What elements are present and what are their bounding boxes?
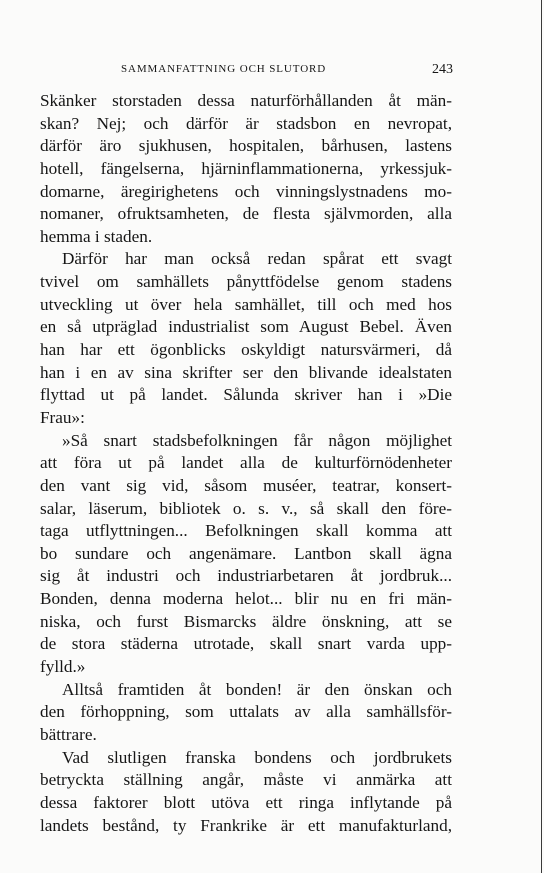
- text-line: niska, och furst Bismarcks äldre önskning, att se: [40, 611, 452, 631]
- text-line: fylld.»: [40, 657, 86, 677]
- text-line: en så utpräglad industrialist som August Bebel. Även: [40, 317, 452, 337]
- text-line: den vant sig vid, såsom muséer, teatrar, konsert-: [40, 475, 452, 495]
- text-line: »Så snart stadsbefolkningen får någon möjlighet: [62, 430, 452, 450]
- page-number: 243: [432, 62, 453, 77]
- text-line: Frau»:: [40, 407, 85, 427]
- text-line: domarne, äregirighetens och vinningslystnadens mo-: [40, 181, 452, 201]
- text-line: att föra ut på landet alla de kulturförnödenheter: [40, 453, 452, 473]
- text-line: nomaner, ofruktsamheten, de flesta självmorden, alla: [40, 204, 452, 224]
- text-line: han har ett ögonblicks oskyldigt natursvärmeri, då: [40, 340, 452, 360]
- page-edge: [541, 0, 542, 873]
- text-line: landets bestånd, ty Frankrike är ett manufakturland,: [40, 815, 452, 835]
- text-line: Därför har man också redan spårat ett svagt: [62, 249, 452, 269]
- text-line: Skänker storstaden dessa naturförhållanden åt män-: [40, 91, 452, 110]
- text-line: bo sundare och angenämare. Lantbon skall ägna: [40, 543, 452, 563]
- running-header: [93, 63, 453, 79]
- text-line: hotell, fängelserna, hjärninflammationerna, yrkessjuk-: [40, 158, 452, 178]
- text-line: dessa faktorer blott utöva ett ringa inflytande på: [40, 792, 452, 812]
- text-line: tvivel om samhällets pånyttfödelse genom stadens: [40, 272, 452, 292]
- text-line: Alltså framtiden åt bonden! är den önskan och: [62, 679, 452, 699]
- text-line: den förhoppning, som uttalats av alla samhällsför-: [40, 702, 452, 722]
- text-line: skan? Nej; och därför är stadsbon en nevropat,: [40, 113, 452, 133]
- text-line: Bonden, denna moderna helot... blir nu en fri män-: [40, 589, 452, 609]
- text-line: de stora städerna utrotade, skall snart varda upp-: [40, 634, 452, 654]
- text-line: flyttad ut på landet. Sålunda skriver han i »Die: [40, 385, 452, 405]
- text-line: salar, läserum, bibliotek o. s. v., så skall den före-: [40, 498, 452, 518]
- text-line: sig åt industri och industriarbetaren åt jordbruk...: [40, 566, 452, 586]
- text-line: Vad slutligen franska bondens och jordbrukets: [62, 747, 452, 767]
- text-line: taga utflyttningen... Befolkningen skall komma att: [40, 521, 452, 541]
- running-title: SAMMANFATTNING OCH SLUTORD: [121, 63, 327, 75]
- body-text: [40, 90, 452, 837]
- text-line: bättrare.: [40, 724, 97, 744]
- text-line: hemma i staden.: [40, 226, 153, 246]
- text-line: han i en av sina skrifter ser den blivande idealstaten: [40, 362, 452, 382]
- text-line: utveckling ut över hela samhället, till och med hos: [40, 294, 452, 314]
- text-line: betryckta ställning angår, måste vi anmärka att: [40, 770, 452, 790]
- text-line: därför äro sjukhusen, hospitalen, bårhusen, lastens: [40, 136, 452, 156]
